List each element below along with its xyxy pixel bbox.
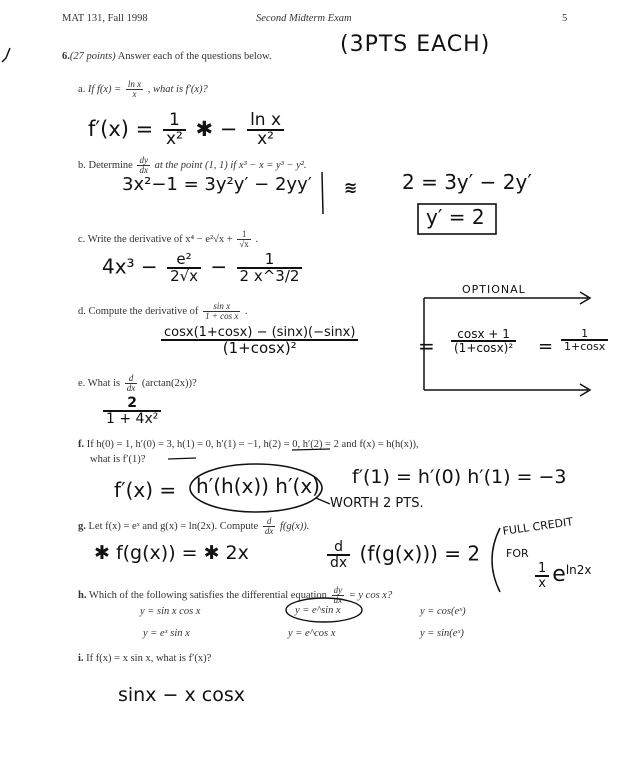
part-g-text2: f(g(x)). (279, 520, 310, 532)
part-d-answer2-den: (1+cosx)² (454, 341, 514, 355)
part-f-label: f. (78, 439, 85, 450)
part-g-full-num: 1 (535, 562, 549, 577)
part-b-den: dx (139, 165, 148, 175)
part-g-text1: Let f(x) = eˣ and g(x) = ln(2x). Compute (88, 520, 259, 532)
part-a-label: a. (78, 83, 86, 95)
part-c-num: 1 (237, 230, 250, 240)
part-h-num: dy (333, 585, 343, 595)
part-g-full-exp: e (552, 562, 566, 587)
points-note: (3PTS EACH) (340, 32, 491, 57)
part-g-fraction (263, 517, 276, 536)
part-d-question (78, 302, 248, 321)
part-e-answer-num: 2 (103, 396, 161, 412)
part-b-question (78, 156, 307, 175)
part-d-answer2 (448, 328, 519, 354)
part-b-work1: 3x²−1 = 3y²y′ − 2yy′ (122, 174, 312, 195)
part-e-answer (100, 396, 164, 426)
part-g-full-sup: ln2x (565, 563, 592, 577)
part-g-full-credit-bracket (492, 528, 500, 592)
part-g-full-den: x (538, 576, 546, 591)
part-h-option-4: y = eˣ sin x (143, 628, 190, 639)
part-a-answer-lhs: f′(x) = (88, 117, 154, 141)
course-header: MAT 131, Fall 1998 (62, 13, 148, 24)
part-h-den: dx (333, 595, 343, 605)
part-a-answer-mid: ✱ − (195, 117, 238, 141)
part-d-num: sin x (203, 302, 240, 312)
part-f-answer-rhs: f′(1) = h′(0) h′(1) = −3 (352, 466, 567, 488)
part-d-answer2-num: cosx + 1 (451, 328, 516, 342)
question-number: 6. (62, 51, 70, 62)
part-d-answer3-num: 1 (561, 328, 608, 341)
part-a-answer-num2: ln x (247, 112, 284, 131)
part-b-vertical-stroke (322, 172, 323, 214)
part-b-text2: at the point (1, 1) if x³ − x = y³ − y². (154, 159, 307, 171)
part-c-answer-den2: 2 x^3/2 (239, 267, 300, 285)
part-g-answer1: ✱ f(g(x)) = ✱ 2x (94, 542, 249, 564)
part-f-answer-circled: h′(h(x)) h′(x) (196, 474, 320, 498)
part-c-answer-frac2 (237, 252, 303, 284)
part-g-question (78, 517, 309, 536)
part-d-answer-den: (1+cosx)² (222, 339, 297, 357)
part-g-full-credit-1: FULL CREDIT (501, 515, 574, 538)
part-h-option-5: y = e^cos x (288, 628, 336, 639)
part-c-answer-num2: 1 (237, 252, 303, 269)
part-a-num: ln x (127, 79, 142, 89)
part-a-answer (88, 112, 287, 148)
part-b-work2: 2 = 3y′ − 2y′ (402, 170, 532, 194)
part-f-question-line1 (78, 440, 419, 451)
part-a-text2: , what is f′(x)? (147, 83, 208, 95)
part-d-answer-num: cosx(1+cosx) − (sinx)(−sinx) (161, 326, 358, 341)
part-c-answer (102, 252, 305, 284)
part-g-label: g. (78, 520, 86, 532)
part-b-answer: y′ = 2 (426, 205, 485, 229)
part-i-answer: sinx − x cosx (118, 684, 245, 706)
part-g-den: dx (264, 526, 274, 536)
part-g-full-frac (535, 562, 549, 590)
exam-title: Second Midterm Exam (256, 13, 352, 24)
part-c-answer-b: − (210, 254, 228, 279)
part-g-answer2-frac (327, 540, 350, 570)
part-a-answer-frac2 (247, 112, 284, 148)
part-e-text2: (arctan(2x))? (141, 377, 197, 389)
part-e-label: e. (78, 377, 86, 389)
part-a-text1: If f(x) = (87, 83, 122, 95)
part-f-question-line2: what is f′(1)? (90, 454, 146, 465)
part-c-answer-den1: 2√x (170, 267, 199, 285)
part-c-fraction (237, 230, 250, 249)
part-f-text1: If h(0) = 1, h′(0) = 3, h(1) = 0, h′(1) = −1, h(2) = 0, h′(2) = 2 and f(x) = h(h(x)), (86, 439, 419, 450)
page-number: 5 (562, 13, 568, 24)
part-f-underline-2 (168, 458, 196, 459)
part-b-scribble: ≋ (344, 178, 358, 197)
part-d-text2: . (245, 305, 248, 317)
part-b-text1: Determine (88, 159, 133, 171)
part-g-full-credit-expr (532, 562, 592, 590)
part-d-eq1: = (418, 334, 435, 358)
part-h-label: h. (78, 589, 87, 601)
part-a-answer-frac1 (163, 112, 186, 148)
part-g-answer2-den: dx (330, 555, 348, 571)
part-h-option-6: y = sin(eˣ) (420, 628, 464, 639)
part-d-den: 1 + cos x (205, 311, 239, 321)
margin-check-mark (2, 48, 10, 62)
part-a-fraction (126, 80, 143, 99)
part-i-text1: If f(x) = x sin x, what is f′(x)? (86, 653, 212, 664)
part-e-question (78, 374, 197, 393)
part-a-answer-den2: x² (257, 129, 274, 149)
part-h-fraction (332, 586, 345, 605)
part-h-option-3: y = cos(eˣ) (420, 606, 466, 617)
part-c-answer-a: 4x³ − (102, 254, 158, 279)
part-d-optional: OPTIONAL (462, 283, 526, 296)
part-g-answer2 (324, 540, 480, 570)
part-d-answer2-frac (451, 328, 516, 354)
part-g-answer2-num: d (327, 540, 350, 556)
part-g-full-credit-2: FOR (506, 547, 529, 560)
part-b-num: dy (139, 155, 148, 165)
part-b-label: b. (78, 159, 86, 171)
part-b-fraction (137, 156, 150, 175)
part-h-question (78, 586, 392, 605)
part-a-den: x (132, 89, 137, 99)
part-f-worth-arrow (316, 498, 330, 504)
part-d-fraction (203, 302, 240, 321)
part-e-num: d (125, 374, 138, 384)
part-a-answer-num1: 1 (163, 112, 186, 131)
part-e-text1: What is (87, 377, 121, 389)
part-d-answer3-den: 1+cosx (564, 340, 606, 353)
question-points: (27 points) (69, 51, 116, 62)
part-e-fraction (125, 374, 138, 393)
part-c-question (78, 230, 258, 249)
question-instruction: Answer each of the questions below. (117, 51, 272, 62)
part-h-option-1: y = sin x cos x (140, 606, 201, 617)
part-e-den: dx (126, 383, 136, 393)
part-e-answer-den: 1 + 4x² (106, 411, 159, 427)
part-i-question (78, 654, 211, 665)
part-c-answer-frac1 (167, 252, 201, 284)
part-h-text2: = y cos x? (348, 589, 393, 601)
part-d-answer3 (558, 328, 611, 352)
part-d-answer-frac (161, 326, 358, 356)
part-d-optional-bottom-arrow (424, 384, 590, 396)
part-c-text2: . (255, 233, 259, 245)
part-f-worth: WORTH 2 PTS. (330, 496, 424, 511)
part-g-num: d (263, 517, 276, 527)
question-header (62, 52, 272, 63)
part-c-answer-num1: e² (167, 252, 201, 269)
part-a-question (78, 80, 208, 99)
part-f-answer-lhs: f′(x) = (114, 478, 177, 502)
part-d-answer (158, 326, 361, 356)
part-c-den: √x (239, 239, 249, 249)
part-h-text1: Which of the following satisfies the differential equation (88, 589, 327, 601)
part-d-label: d. (78, 305, 86, 317)
part-d-text1: Compute the derivative of (88, 305, 199, 317)
part-e-answer-frac (103, 396, 161, 426)
part-c-label: c. (78, 233, 86, 245)
part-d-answer3-frac (561, 328, 608, 352)
part-h-option-2: y = e^sin x (295, 605, 341, 616)
part-d-eq2: = (538, 336, 554, 357)
part-a-answer-den1: x² (165, 129, 183, 149)
part-i-label: i. (78, 653, 84, 664)
part-g-answer2-rest: (f(g(x))) = 2 (359, 541, 481, 566)
part-c-text1: Write the derivative of x⁴ − e²√x + (87, 233, 233, 245)
